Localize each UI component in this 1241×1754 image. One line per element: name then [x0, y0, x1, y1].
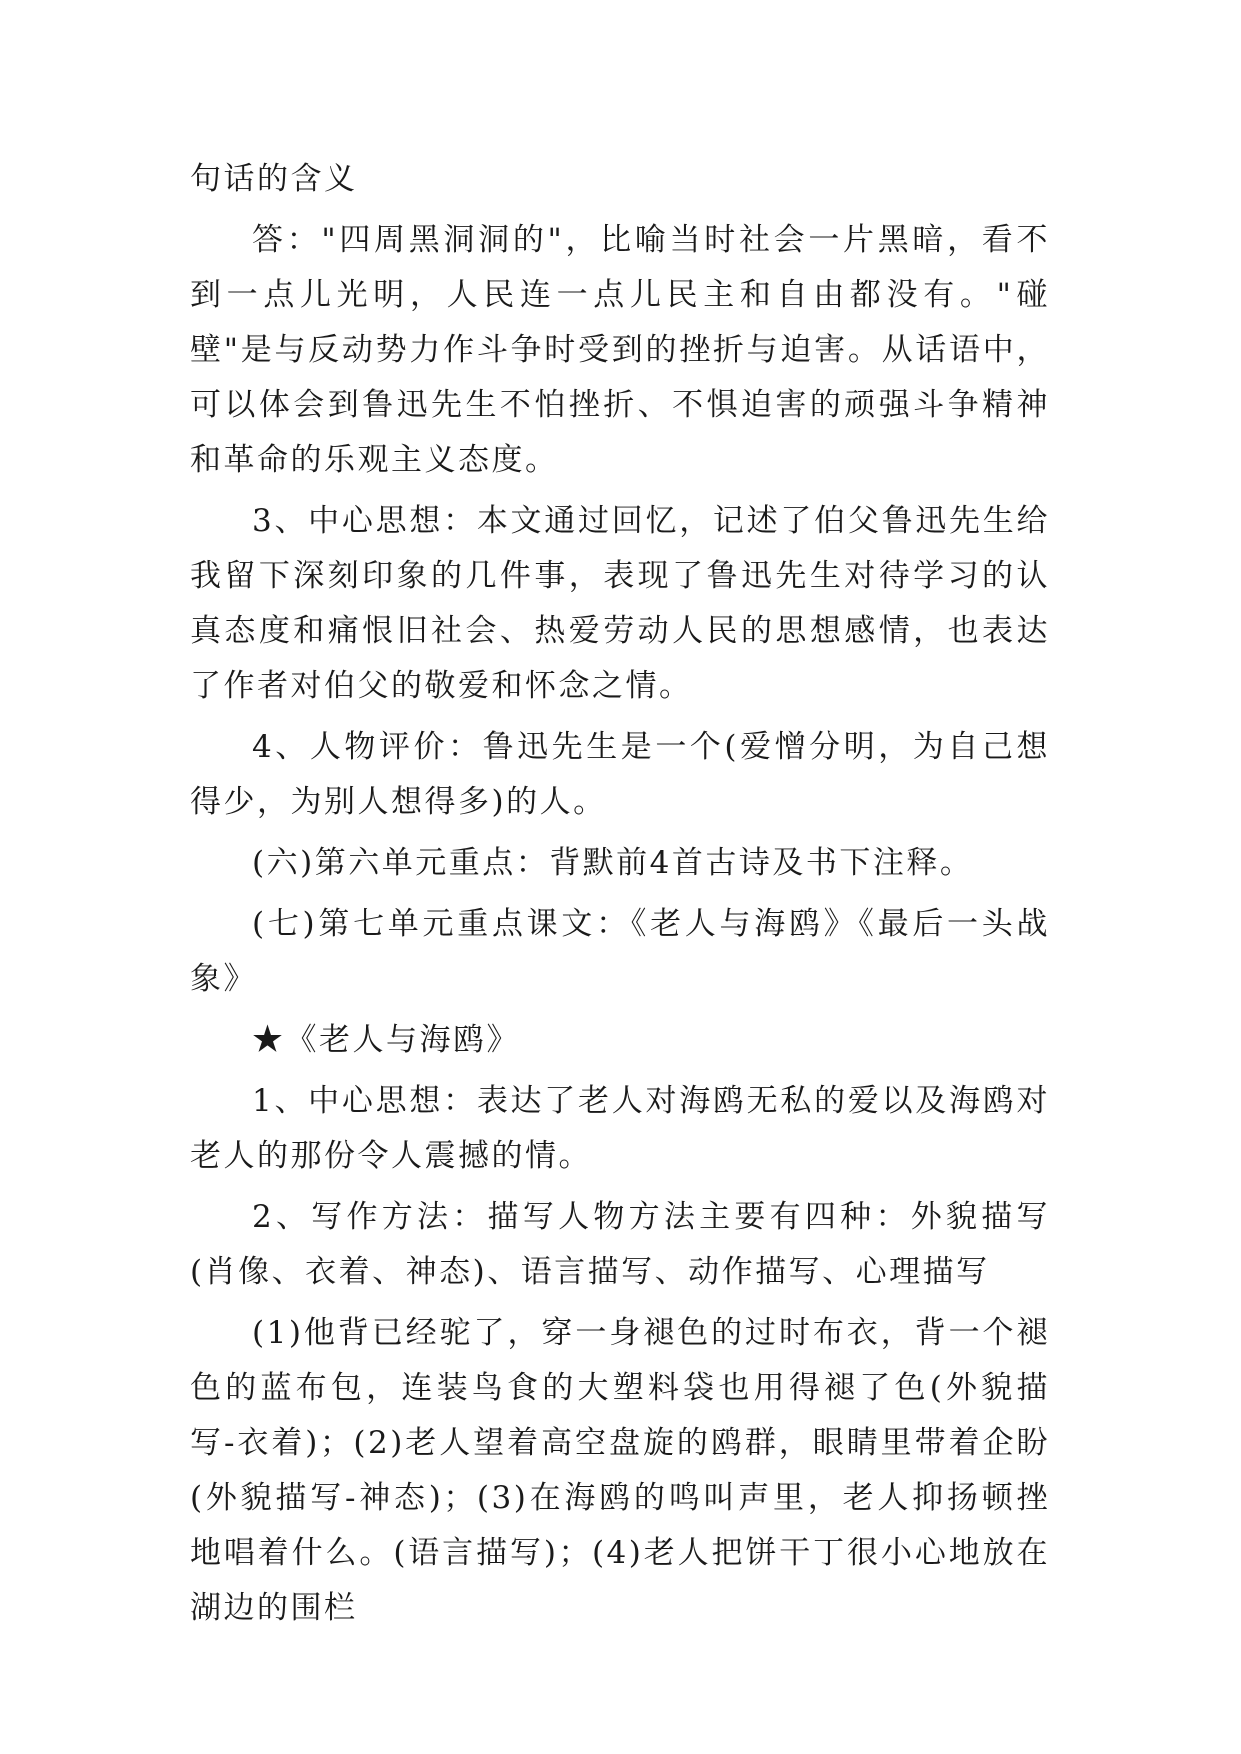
- paragraph-5: (六)第六单元重点：背默前4首古诗及书下注释。: [252, 845, 974, 881]
- paragraph-1: 句话的含义: [190, 161, 358, 197]
- paragraph-9: 2、写作方法：描写人物方法主要有四种：外貌描写(肖像、衣着、神态)、语言描写、动作描写、心理描写: [190, 1199, 1050, 1290]
- paragraph-8: 1、中心思想：表达了老人对海鸥无私的爱以及海鸥对老人的那份令人震撼的情。: [190, 1083, 1050, 1174]
- paragraph-4: 4、人物评价：鲁迅先生是一个(爱憎分明，为自己想得少，为别人想得多)的人。: [190, 729, 1050, 820]
- paragraph-3: 3、中心思想：本文通过回忆，记述了伯父鲁迅先生给我留下深刻印象的几件事，表现了鲁迅先生对待学习的认真态度和痛恨旧社会、热爱劳动人民的思想感情，也表达了作者对伯父的敬爱和怀念之情。: [190, 503, 1050, 704]
- paragraph-2: 答："四周黑洞洞的"，比喻当时社会一片黑暗，看不到一点儿光明，人民连一点儿民主和自由都没有。"碰壁"是与反动势力作斗争时受到的挫折与迫害。从话语中，可以体会到鲁迅先生不怕挫折、不惧迫害的顽强斗争精神和革命的乐观主义态度。: [190, 222, 1050, 478]
- document-page: [190, 152, 1050, 1642]
- paragraph-6: (七)第七单元重点课文：《老人与海鸥》《最后一头战象》: [190, 906, 1050, 997]
- paragraph-7: ★《老人与海鸥》: [252, 1022, 520, 1058]
- paragraph-10: (1)他背已经驼了，穿一身褪色的过时布衣，背一个褪色的蓝布包，连装鸟食的大塑料袋也用得褪了色(外貌描写-衣着)；(2)老人望着高空盘旋的鸥群，眼睛里带着企盼(外貌描写-神态)；(3)在海鸥的鸣叫声里，老人抑扬顿挫地唱着什么。(语言描写)；(4)老人把饼干丁很小心地放在湖边的围栏: [190, 1315, 1050, 1626]
